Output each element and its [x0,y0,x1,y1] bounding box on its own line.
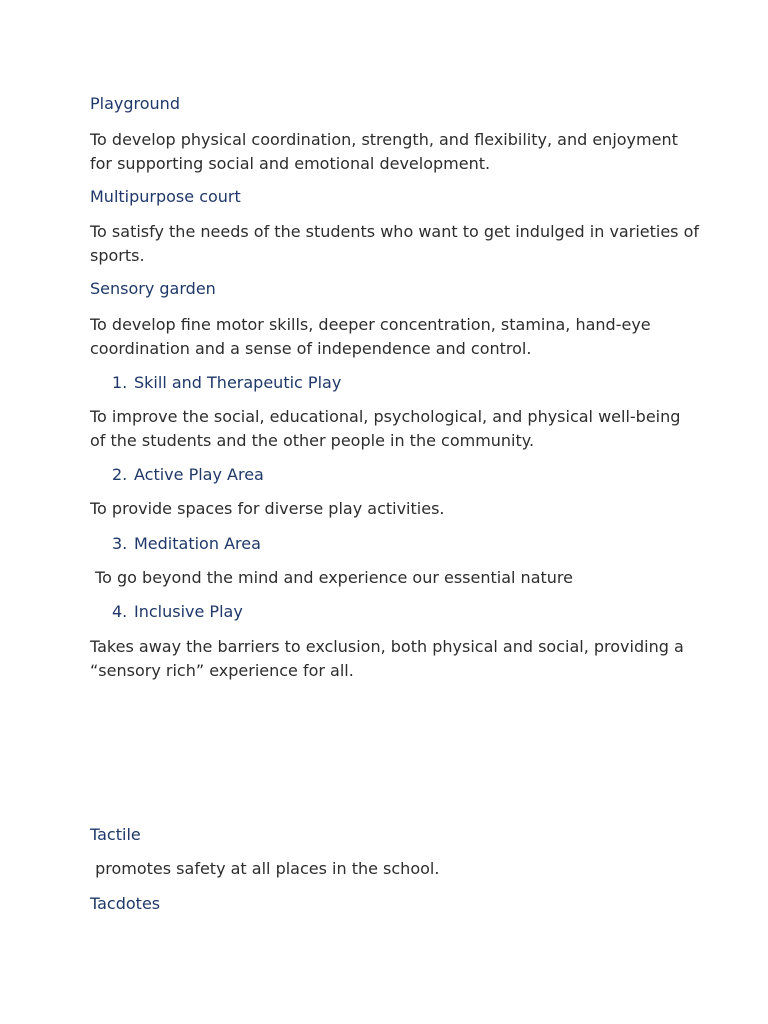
paragraph-active-play-area: To provide spaces for diverse play activities. [90,499,445,518]
paragraph-skill-therapeutic-play: To improve the social, educational, psychological, and physical well-being of the students and the other people in the community. [90,407,681,450]
list-heading-label: Active Play Area [134,465,264,484]
heading-playground: Playground [90,94,180,113]
heading-tactile: Tactile [90,825,141,844]
list-heading-label: Inclusive Play [134,602,243,621]
heading-sensory-garden: Sensory garden [90,279,216,298]
numbered-heading-skill-therapeutic-play [112,373,341,393]
list-number: 4. [112,602,128,621]
paragraph-inclusive-play: Takes away the barriers to exclusion, both physical and social, providing a “sensory rich” experience for all. [90,637,684,680]
heading-multipurpose-court: Multipurpose court [90,187,241,206]
heading-tacdotes: Tacdotes [90,894,161,913]
list-heading-label: Skill and Therapeutic Play [134,373,342,392]
numbered-heading-active-play-area [112,465,264,485]
paragraph-playground: To develop physical coordination, strength, and flexibility, and enjoyment for supporting social and emotional development. [90,130,678,173]
list-heading-label: Meditation Area [134,534,261,553]
paragraph-multipurpose-court: To satisfy the needs of the students who want to get indulged in varieties of sports. [90,222,700,265]
list-number: 3. [112,534,128,553]
paragraph-meditation-area: To go beyond the mind and experience our essential nature [90,568,573,587]
list-number: 1. [112,373,128,392]
paragraph-sensory-garden: To develop fine motor skills, deeper concentration, stamina, hand-eye coordination and a sense of independence and control. [90,315,651,358]
numbered-heading-meditation-area [112,534,261,554]
paragraph-tactile: promotes safety at all places in the school. [90,859,440,878]
numbered-heading-inclusive-play [112,602,243,622]
list-number: 2. [112,465,128,484]
